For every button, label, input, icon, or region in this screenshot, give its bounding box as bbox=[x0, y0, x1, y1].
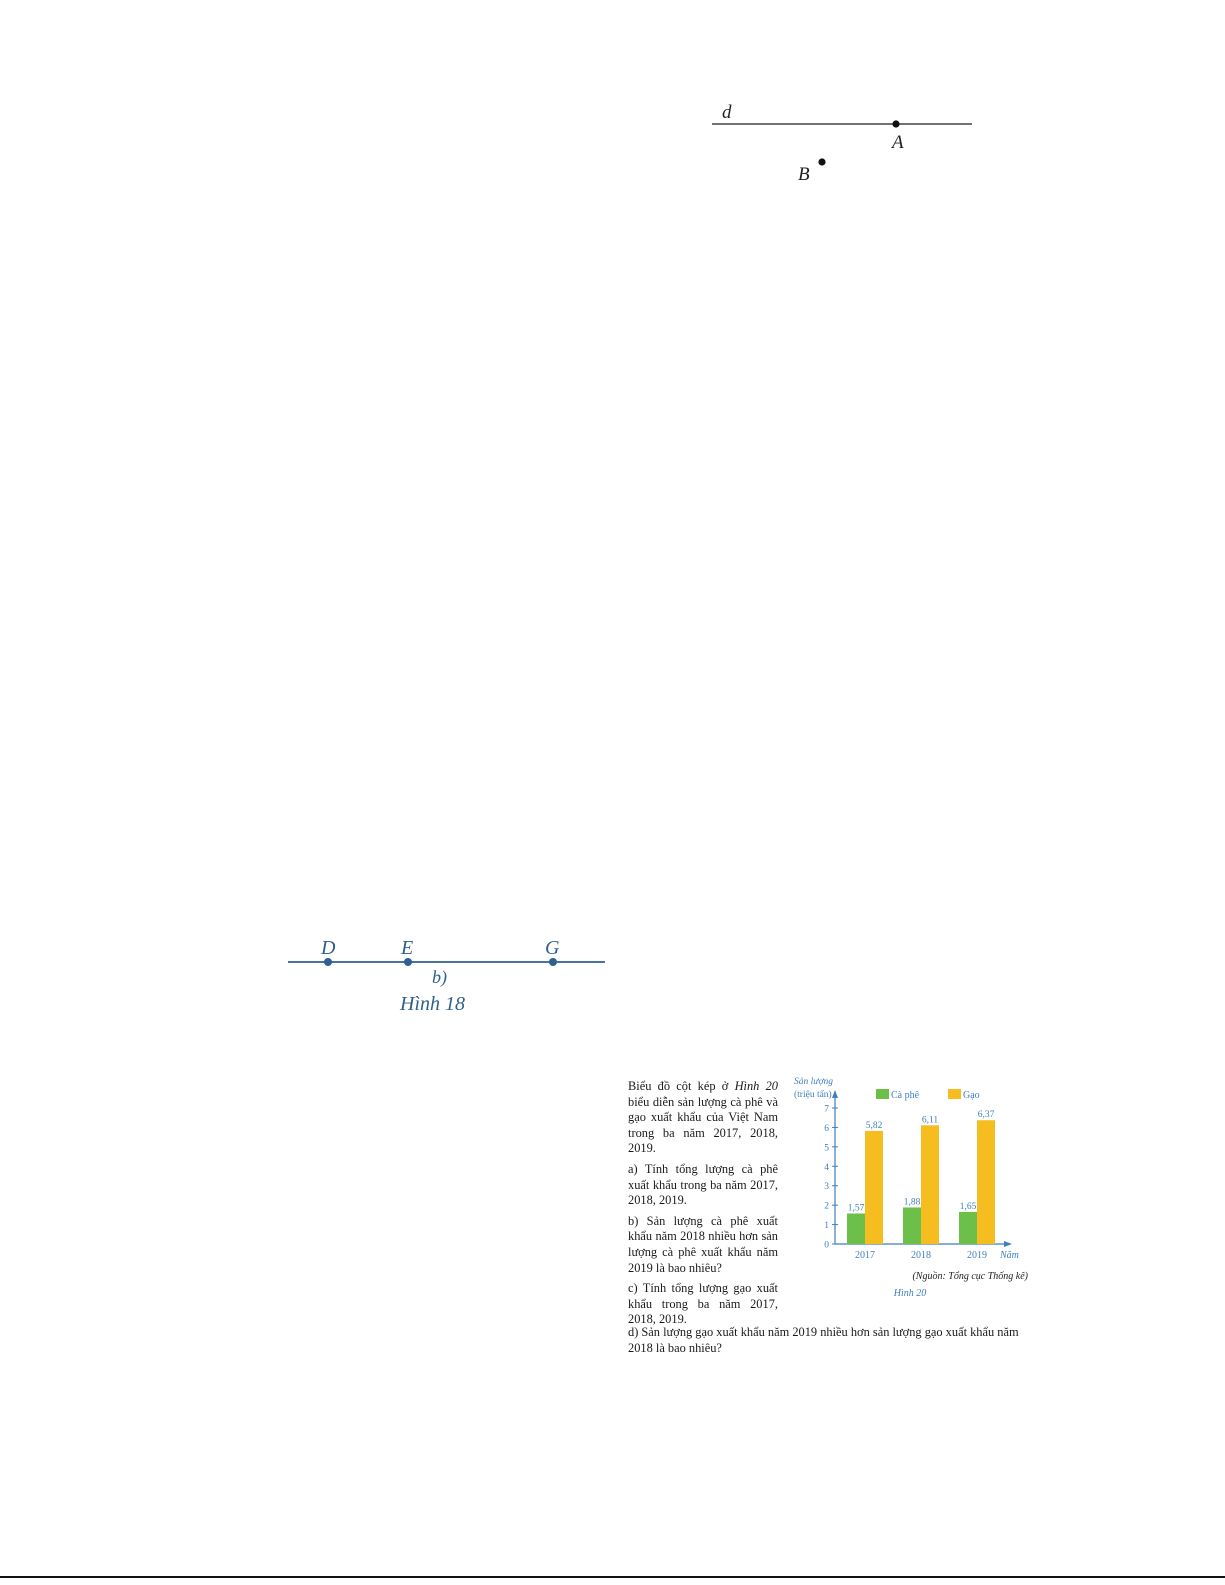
problem-intro bbox=[628, 1079, 778, 1157]
bar-1-2019 bbox=[977, 1120, 995, 1244]
point-e-label: E bbox=[401, 937, 414, 959]
legend-label-0: Cà phê bbox=[891, 1090, 920, 1101]
y-axis-arrow bbox=[832, 1090, 838, 1098]
data-label-0-2019: 1,65 bbox=[959, 1201, 977, 1212]
intro-figure-ref: Hình 20 bbox=[734, 1079, 778, 1093]
x-axis-label: Năm bbox=[1000, 1250, 1019, 1261]
bottom-rule bbox=[0, 1576, 1225, 1578]
question-b: b) Sản lượng cà phê xuất khẩu năm 2018 nhiều hơn sản lượng cà phê xuất khẩu năm 2019 là bao nhiêu? bbox=[628, 1213, 778, 1275]
legend-label-1: Gạo bbox=[963, 1090, 980, 1101]
bar-0-2019 bbox=[959, 1212, 977, 1244]
bar-0-2017 bbox=[847, 1213, 865, 1244]
problem-text bbox=[628, 1079, 778, 1333]
line-label-d: d bbox=[722, 102, 732, 123]
x-axis-arrow bbox=[1004, 1241, 1012, 1247]
y-tick-label-7: 7 bbox=[824, 1104, 829, 1115]
question-a: a) Tính tổng lượng cà phê xuất khẩu trong ba năm 2017, 2018, 2019. bbox=[628, 1161, 778, 1208]
chart-source: (Nguồn: Tổng cục Thống kê) bbox=[912, 1271, 1028, 1282]
y-tick-label-0: 0 bbox=[824, 1240, 829, 1251]
question-c: c) Tính tổng lượng gạo xuất khẩu trong ba năm 2017, 2018, 2019. bbox=[628, 1281, 778, 1327]
intro-pre: Biểu đồ cột kép ở bbox=[628, 1079, 735, 1093]
line-point-figure bbox=[700, 90, 990, 200]
bar-1-2018 bbox=[921, 1125, 939, 1244]
y-tick-label-1: 1 bbox=[824, 1221, 829, 1232]
point-b-label: B bbox=[798, 164, 810, 185]
y-tick-label-4: 4 bbox=[824, 1162, 829, 1173]
data-label-1-2018: 6,11 bbox=[921, 1115, 939, 1126]
y-axis-label-line2: (triệu tấn) bbox=[794, 1090, 832, 1100]
point-d bbox=[324, 958, 332, 966]
question-d-block bbox=[628, 1325, 1028, 1356]
point-a bbox=[892, 120, 899, 127]
data-label-1-2017: 5,82 bbox=[865, 1120, 883, 1131]
point-e bbox=[404, 958, 412, 966]
chart-caption: Hình 20 bbox=[893, 1288, 927, 1299]
legend-swatch-1 bbox=[948, 1089, 961, 1099]
y-tick-label-6: 6 bbox=[824, 1123, 829, 1134]
data-label-0-2018: 1,88 bbox=[903, 1197, 921, 1208]
figure-caption: Hình 18 bbox=[400, 993, 465, 1015]
bar-0-2018 bbox=[903, 1207, 921, 1244]
x-tick-label-2019: 2019 bbox=[967, 1250, 987, 1261]
legend-swatch-0 bbox=[876, 1089, 889, 1099]
data-label-1-2019: 6,37 bbox=[977, 1110, 995, 1121]
intro-post: biểu diễn sản lượng cà phê và gạo xuất khẩu của Việt Nam trong ba năm 2017, 2018, 2019. bbox=[628, 1094, 778, 1156]
question-d: d) Sản lượng gạo xuất khẩu năm 2019 nhiều hơn sản lượng gạo xuất khẩu năm 2018 là bao nhiêu? bbox=[628, 1325, 1019, 1355]
y-axis-label-line1: Sản lượng bbox=[794, 1077, 834, 1087]
data-label-0-2017: 1,57 bbox=[847, 1203, 865, 1214]
x-tick-label-2017: 2017 bbox=[855, 1250, 875, 1261]
hinh-18-figure bbox=[280, 930, 620, 1030]
point-b bbox=[818, 158, 825, 165]
point-a-label: A bbox=[892, 132, 904, 153]
point-d-label: D bbox=[321, 937, 336, 959]
bar-1-2017 bbox=[865, 1131, 883, 1244]
double-bar-chart bbox=[790, 1072, 1030, 1307]
y-tick-label-3: 3 bbox=[824, 1182, 829, 1193]
x-tick-label-2018: 2018 bbox=[911, 1250, 931, 1261]
point-g-label: G bbox=[545, 937, 560, 959]
y-tick-label-5: 5 bbox=[824, 1143, 829, 1154]
point-g bbox=[549, 958, 557, 966]
y-tick-label-2: 2 bbox=[824, 1201, 829, 1212]
figure-sublabel: b) bbox=[432, 967, 447, 987]
